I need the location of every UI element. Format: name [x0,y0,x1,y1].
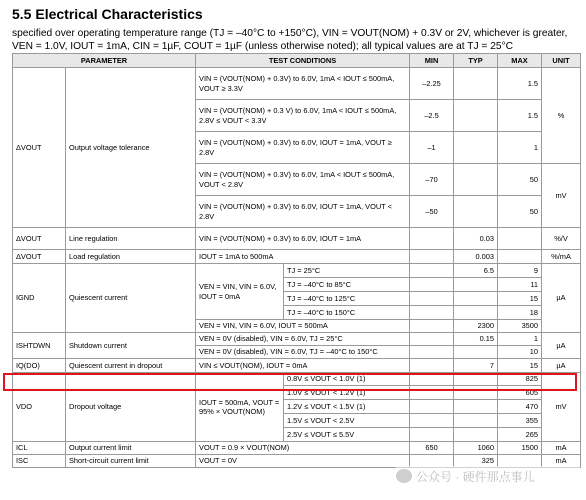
min-cell: –50 [410,196,454,228]
max-cell: 50 [498,196,542,228]
max-cell: 10 [498,346,542,359]
header-typ: TYP [454,54,498,68]
condition-cell: VIN = (VOUT(NOM) + 0.3 V) to 6.0V, 1mA < IOUT ≤ 500mA, 2.8V ≤ VOUT < 3.3V [196,100,410,132]
min-cell: –2.25 [410,68,454,100]
condition-cell: IOUT = 500mA, VOUT = 95% × VOUT(NOM) [196,373,284,442]
condition-cell: VEN = VIN, VIN = 6.0V, IOUT = 500mA [196,320,410,333]
condition-cell: VIN = (VOUT(NOM) + 0.3V) to 6.0V, 1mA < IOUT ≤ 500mA, VOUT < 2.8V [196,164,410,196]
typ-cell [454,164,498,196]
table-row-highlighted [13,359,581,373]
max-cell [498,250,542,264]
temperature-cell: TJ = –40°C to 150°C [284,306,410,320]
typ-cell: 0.15 [454,333,498,346]
typ-cell: 1060 [454,442,498,455]
typ-cell [454,100,498,132]
range-cell: 1.2V ≤ VOUT < 1.5V (1) [284,400,410,414]
max-cell: 1.5 [498,100,542,132]
condition-cell: VIN ≤ VOUT(NOM), IOUT = 0mA [196,359,410,373]
max-cell: 11 [498,278,542,292]
typ-cell [454,414,498,428]
unit-cell: µA [542,333,581,359]
max-cell: 825 [498,373,542,386]
typ-cell [454,400,498,414]
typ-cell [454,196,498,228]
min-cell: –1 [410,132,454,164]
typ-cell: 0.03 [454,228,498,250]
min-cell: –2.5 [410,100,454,132]
typ-cell [454,373,498,386]
min-cell: –70 [410,164,454,196]
unit-cell: µA [542,264,581,333]
temperature-cell: TJ = –40°C to 125°C [284,292,410,306]
condition-cell: VEN = 0V (disabled), VIN = 6.0V, TJ = –40°C to 150°C [196,346,410,359]
typ-cell [454,132,498,164]
typ-cell: 0.003 [454,250,498,264]
min-cell [410,414,454,428]
max-cell: 1 [498,132,542,164]
condition-cell: VIN = (VOUT(NOM) + 0.3V) to 6.0V, IOUT = 1mA, VOUT < 2.8V [196,196,410,228]
min-cell [410,373,454,386]
parameter-name: Output voltage tolerance [66,68,196,228]
max-cell: 1 [498,333,542,346]
typ-cell: 325 [454,455,498,468]
table-row [13,264,581,278]
condition-cell: VEN = VIN, VIN = 6.0V, IOUT = 0mA [196,264,284,320]
typ-cell [454,68,498,100]
condition-cell: VIN = (VOUT(NOM) + 0.3V) to 6.0V, 1mA < IOUT ≤ 500mA, VOUT ≥ 3.3V [196,68,410,100]
header-parameter: PARAMETER [13,54,196,68]
max-cell [498,228,542,250]
header-max: MAX [498,54,542,68]
min-cell [410,264,454,278]
parameter-name: Line regulation [66,228,196,250]
unit-cell: mV [542,164,581,228]
header-unit: UNIT [542,54,581,68]
typ-cell: 7 [454,359,498,373]
symbol-cell: ISC [13,455,66,468]
condition-cell: VIN = (VOUT(NOM) + 0.3V) to 6.0V, IOUT = 1mA, VOUT ≥ 2.8V [196,132,410,164]
parameter-name: Quiescent current in dropout [66,359,196,373]
table-row [13,333,581,346]
electrical-characteristics-table [12,53,581,468]
max-cell: 265 [498,428,542,442]
range-cell: 0.8V ≤ VOUT < 1.0V (1) [284,373,410,386]
table-row [13,228,581,250]
max-cell: 9 [498,264,542,278]
section-title: 5.5 Electrical Characteristics [12,6,203,22]
parameter-name: Quiescent current [66,264,196,333]
unit-cell: mA [542,455,581,468]
max-cell: 1500 [498,442,542,455]
min-cell [410,320,454,333]
temperature-cell: TJ = –40°C to 85°C [284,278,410,292]
symbol-cell: IQ(DO) [13,359,66,373]
watermark [396,466,580,486]
max-cell: 15 [498,292,542,306]
header-min: MIN [410,54,454,68]
typ-cell [454,278,498,292]
max-cell: 3500 [498,320,542,333]
max-cell: 605 [498,386,542,400]
unit-cell: mA [542,442,581,455]
header-row [13,54,581,68]
table-row [13,442,581,455]
max-cell: 50 [498,164,542,196]
max-cell: 1.5 [498,68,542,100]
unit-cell: %/mA [542,250,581,264]
condition-cell: IOUT = 1mA to 500mA [196,250,410,264]
parameter-name: Dropout voltage [66,373,196,442]
max-cell: 470 [498,400,542,414]
unit-cell: mV [542,373,581,442]
max-cell: 18 [498,306,542,320]
min-cell [410,359,454,373]
min-cell [410,228,454,250]
min-cell: 650 [410,442,454,455]
typ-cell [454,346,498,359]
symbol-cell: ISHTDWN [13,333,66,359]
condition-cell: VOUT = 0V [196,455,410,468]
max-cell: 355 [498,414,542,428]
condition-cell: VIN = (VOUT(NOM) + 0.3V) to 6.0V, IOUT = 1mA [196,228,410,250]
min-cell [410,250,454,264]
parameter-name: Short-circuit current limit [66,455,196,468]
condition-cell: VOUT = 0.9 × VOUT(NOM) [196,442,410,455]
parameter-name: Output current limit [66,442,196,455]
min-cell [410,306,454,320]
min-cell [410,400,454,414]
min-cell [410,346,454,359]
typ-cell [454,292,498,306]
table-row [13,373,581,386]
min-cell [410,278,454,292]
temperature-cell: TJ = 25°C [284,264,410,278]
conditions-text: specified over operating temperature range (TJ = –40°C to +150°C), VIN = VOUT(NOM) + 0.3V or 2V, whichever is greater, VEN = 1.0V, IOUT = 1mA, CIN = 1µF, COUT = 1µF (unless otherwise noted); all typical values are at TJ = 25°C [12,28,568,52]
range-cell: 1.5V ≤ VOUT < 2.5V [284,414,410,428]
wechat-icon [396,469,412,483]
range-cell: 1.0V ≤ VOUT < 1.2V (1) [284,386,410,400]
typ-cell: 2300 [454,320,498,333]
symbol-cell: ΔVOUT [13,250,66,264]
symbol-cell: ICL [13,442,66,455]
symbol-cell: IGND [13,264,66,333]
range-cell: 2.5V ≤ VOUT ≤ 5.5V [284,428,410,442]
typ-cell [454,386,498,400]
max-cell: 15 [498,359,542,373]
unit-cell: % [542,68,581,164]
unit-cell: µA [542,359,581,373]
watermark-text: 公众号 · 硬件那点事儿 [416,469,535,484]
unit-cell: %/V [542,228,581,250]
symbol-cell: ΔVOUT [13,228,66,250]
min-cell [410,428,454,442]
symbol-cell: ΔVOUT [13,68,66,228]
parameter-name: Load regulation [66,250,196,264]
table-row [13,68,581,100]
typ-cell [454,306,498,320]
table-row [13,250,581,264]
typ-cell: 6.5 [454,264,498,278]
header-test-conditions: TEST CONDITIONS [196,54,410,68]
parameter-name: Shutdown current [66,333,196,359]
condition-cell: VEN = 0V (disabled), VIN = 6.0V, TJ = 25°C [196,333,410,346]
symbol-cell: VDO [13,373,66,442]
min-cell [410,386,454,400]
min-cell [410,333,454,346]
typ-cell [454,428,498,442]
min-cell [410,292,454,306]
